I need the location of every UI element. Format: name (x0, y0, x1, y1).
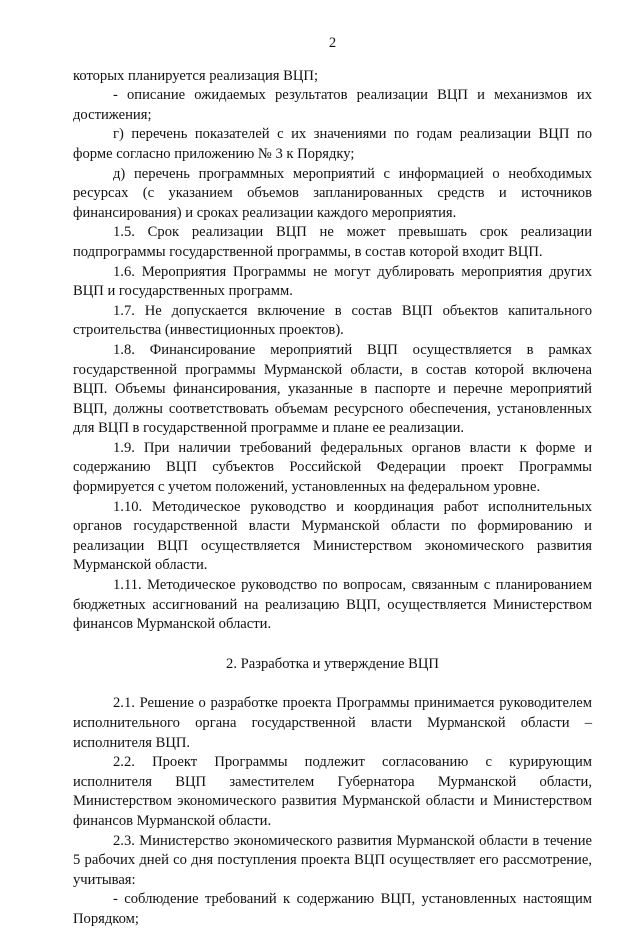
section-title: 2. Разработка и утверждение ВЦП (226, 655, 439, 672)
page-number: 2 (328, 35, 337, 51)
paragraph: 1.5. Срок реализации ВЦП не может превышать срок реализации подпрограммы государственной программы, в состав которой входит ВЦП. (73, 224, 592, 260)
paragraph: 2.3. Министерство экономического развития Мурманской области в течение 5 рабочих дней со дня поступления проекта ВЦП осуществляет его рассмотрение, учитывая: (73, 832, 592, 888)
paragraph: 1.10. Методическое руководство и координация работ исполнительных органов государственной власти Мурманской области по формированию и реализации ВЦП осуществляется Министерством экономического развития Мурманской области. (73, 498, 592, 574)
paragraph: - описание ожидаемых результатов реализации ВЦП и механизмов их достижения; (73, 87, 592, 123)
paragraph: 2.1. Решение о разработке проекта Программы принимается руководителем исполнительного органа государственной власти Мурманской области – исполнителя ВЦП. (73, 695, 592, 751)
paragraph: г) перечень показателей с их значениями по годам реализации ВЦП по форме согласно приложению № 3 к Порядку; (73, 126, 592, 162)
paragraph: 2.2. Проект Программы подлежит согласованию с курирующим исполнителя ВЦП заместителем Губернатора Мурманской области, Министерством экономического развития Мурманской области и Министерством финансов Мурманской области. (73, 754, 592, 829)
paragraph: 1.9. При наличии требований федеральных органов власти к форме и содержанию ВЦП субъектов Российской Федерации проект Программы формируется с учетом положений, установленных на федеральном уровне. (73, 439, 592, 496)
paragraph: - соблюдение требований к содержанию ВЦП, установленных настоящим Порядком; (73, 891, 592, 927)
paragraph: 1.8. Финансирование мероприятий ВЦП осуществляется в рамках государственной программы Мурманской области, в состав которой включена ВЦП. Объемы финансирования, указанные в паспорте и перечне мероприятий ВЦП, должны соответствовать объемам ресурсного обеспечения, установленных для ВЦП в государственной программе и плане ее реализации. (73, 341, 592, 437)
paragraph: 1.6. Мероприятия Программы не могут дублировать мероприятия других ВЦП и государственных программ. (73, 263, 592, 300)
body-text-part1 (73, 67, 592, 635)
paragraph: 1.7. Не допускается включение в состав ВЦП объектов капитального строительства (инвестиционных проектов). (73, 302, 592, 339)
paragraph: д) перечень программных мероприятий с информацией о необходимых ресурсах (с указанием объемов запланированных средств и источников финансирования) и сроках реализации каждого мероприятия. (73, 165, 592, 221)
paragraph: 1.11. Методическое руководство по вопросам, связанным с планированием бюджетных ассигнований на реализацию ВЦП, осуществляется Министерством финансов Мурманской области. (73, 577, 592, 633)
body-text-part2 (73, 694, 592, 929)
paragraph: которых планируется реализация ВЦП; (73, 67, 318, 84)
